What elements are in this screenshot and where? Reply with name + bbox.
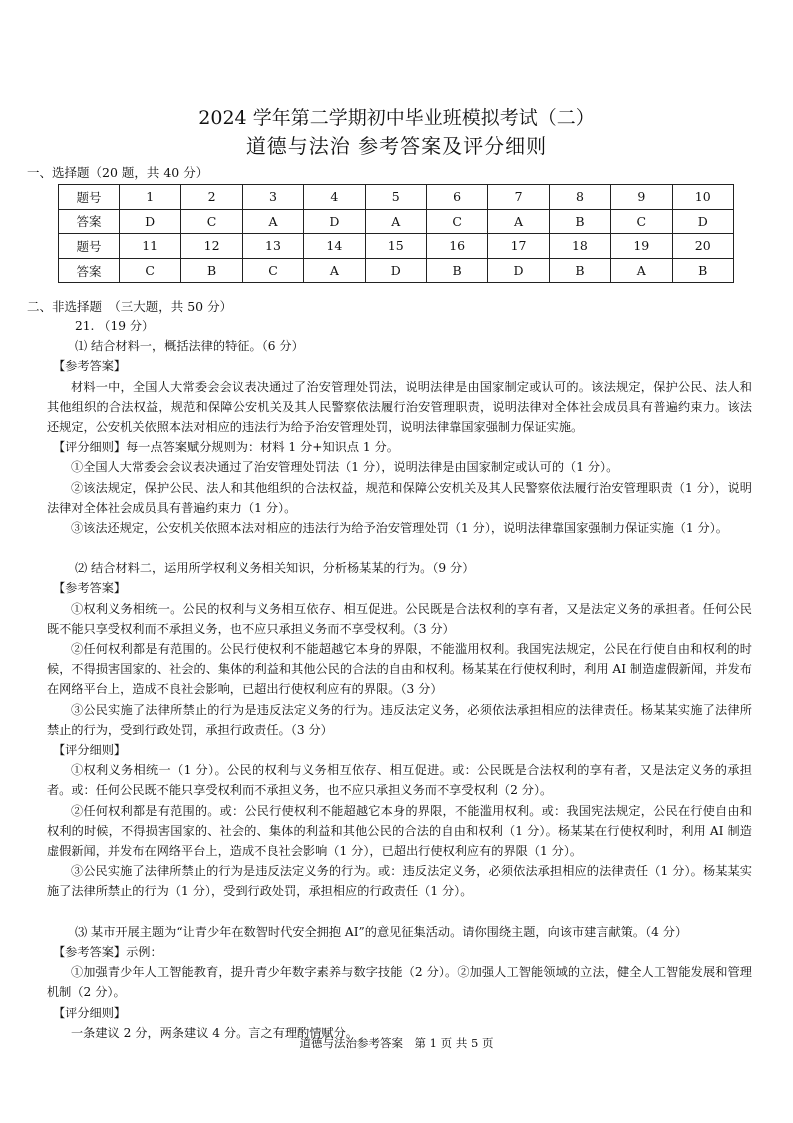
answer-table-cell: 20	[672, 234, 733, 259]
answer-table-cell: C	[242, 258, 303, 283]
answer-table-cell: 4	[304, 185, 365, 210]
answer-table-row-label: 题号	[59, 234, 120, 259]
reference-answer-text: ①加强青少年人工智能教育，提升青少年数字素养与数字技能（2 分）。②加强人工智能领域的立法，健全人工智能发展和管理机制（2 分）。	[47, 965, 752, 1000]
answer-table-cell: D	[304, 209, 365, 234]
answer-table-cell: D	[488, 258, 549, 283]
answer-table-cell: C	[426, 209, 487, 234]
answer-table-cell: A	[365, 209, 426, 234]
reference-answer-label: 【参考答案】示例：	[53, 944, 163, 959]
answer-table-cell: 15	[365, 234, 426, 259]
answer-table-cell: D	[365, 258, 426, 283]
reference-answer-label: 【参考答案】	[53, 581, 127, 596]
grading-rule-text: 一条建议 2 分，两条建议 4 分。言之有理酌情赋分。	[71, 1025, 358, 1040]
answer-table-cell: 16	[426, 234, 487, 259]
answer-table-row-label: 题号	[59, 185, 120, 210]
reference-answer-point: ①权利义务相统一。公民的权利与义务相互依存、相互促进。公民既是合法权利的享有者，又是法定义务的承担者。任何公民既不能只享受权利而不承担义务，也不应只承担义务而不享受权利。（3 分）	[47, 601, 752, 636]
answer-table-cell: B	[672, 258, 733, 283]
answer-table-cell: A	[304, 258, 365, 283]
page-footer: 道德与法治参考答案 第 1 页 共 5 页	[299, 1036, 494, 1050]
reference-answer-text: 材料一中，全国人大常委会会议表决通过了治安管理处罚法，说明法律是由国家制定或认可的。该法规定，保护公民、法人和其他组织的合法权益，规范和保障公安机关及其人民警察依法履行治安管理职责，说明法律对全体社会成员具有普遍约束力。该法还规定，公安机关依照本法对相应的违法行为给予治安管理处罚，说明法律靠国家强制力保证实施。	[47, 379, 752, 435]
answer-table-row	[59, 185, 734, 210]
answer-table	[58, 184, 734, 283]
answer-table-cell: B	[426, 258, 487, 283]
reference-answer-point: ③公民实施了法律所禁止的行为是违反法定义务的行为。违反法定义务，必须依法承担相应的法律责任。杨某某实施了法律所禁止的行为，受到行政处罚，承担行政责任。（3 分）	[47, 702, 752, 737]
answer-table-row	[59, 258, 734, 283]
answer-table-cell: C	[120, 258, 181, 283]
answer-table-cell: 2	[181, 185, 242, 210]
answer-table-cell: A	[488, 209, 549, 234]
q21-part1-question: ⑴ 结合材料一，概括法律的特征。（6 分）	[75, 339, 304, 354]
answer-table-cell: C	[181, 209, 242, 234]
grading-point: ③该法还规定，公安机关依照本法对相应的违法行为给予治安管理处罚（1 分），说明法律靠国家强制力保证实施（1 分）。	[71, 521, 728, 536]
answer-table-cell: 19	[611, 234, 672, 259]
answer-table-cell: 18	[549, 234, 610, 259]
answer-table-cell: A	[611, 258, 672, 283]
answer-table-cell: 8	[549, 185, 610, 210]
question-21-heading: 21. （19 分）	[75, 319, 155, 333]
answer-table-cell: 1	[120, 185, 181, 210]
answer-table-cell: 7	[488, 185, 549, 210]
answer-table-cell: 12	[181, 234, 242, 259]
answer-table-cell: 5	[365, 185, 426, 210]
answer-table-cell: 13	[242, 234, 303, 259]
reference-answer-label: 【参考答案】	[53, 359, 127, 374]
answer-table-cell: 14	[304, 234, 365, 259]
answer-table-cell: 11	[120, 234, 181, 259]
answer-table-cell: C	[611, 209, 672, 234]
answer-table-row	[59, 234, 734, 259]
grading-point: ①全国人大常委会会议表决通过了治安管理处罚法（1 分），说明法律是由国家制定或认可的（1 分）。	[71, 460, 619, 475]
answer-table-cell: 10	[672, 185, 733, 210]
answer-table-cell: B	[549, 258, 610, 283]
answer-table-cell: D	[672, 209, 733, 234]
answer-table-cell: 17	[488, 234, 549, 259]
answer-table-cell: B	[549, 209, 610, 234]
answer-table-cell: 6	[426, 185, 487, 210]
grading-rule-label: 【评分细则】每一点答案赋分规则为：材料 1 分+知识点 1 分。	[53, 440, 399, 455]
grading-rule-label: 【评分细则】	[53, 1005, 127, 1020]
answer-table-row-label: 答案	[59, 209, 120, 234]
answer-table-row-label: 答案	[59, 258, 120, 283]
answer-table-cell: B	[181, 258, 242, 283]
answer-table-cell: D	[120, 209, 181, 234]
section-2-heading: 二、非选择题 （三大题，共 50 分）	[27, 299, 233, 314]
answer-table-cell: A	[242, 209, 303, 234]
q21-part2-question: ⑵ 结合材料二，运用所学权利义务相关知识，分析杨某某的行为。（9 分）	[75, 561, 475, 576]
q21-part3-question: ⑶ 某市开展主题为“让青少年在数智时代安全拥抱 AI”的意见征集活动。请你围绕主题，向该市建言献策。（4 分）	[75, 924, 688, 939]
reference-answer-point: ②任何权利都是有范围的。公民行使权利不能超越它本身的界限，不能滥用权利。我国宪法规定，公民在行使自由和权利的时候，不得损害国家的、社会的、集体的利益和其他公民的合法的自由和权利。杨某某在行使权利时，利用 AI 制造虚假新闻，并发布在网络平台上，造成不良社会影响，已超出行使权利应有的界限。（3 分）	[47, 642, 752, 697]
answer-table-row	[59, 209, 734, 234]
page-subtitle: 道德与法治 参考答案及评分细则	[245, 134, 548, 158]
grading-point: ②任何权利都是有范围的。或：公民行使权利不能超越它本身的界限，不能滥用权利。或：我国宪法规定，公民在行使自由和权利的时候，不得损害国家的、社会的、集体的利益和其他公民的合法的自由和权利（1 分）。杨某某在行使权利时，利用 AI 制造虚假新闻，并发布在网络平台上，造成不良社会影响（1 分），已超出行使权利应有的界限（1 分）。	[47, 803, 752, 859]
page-title: 2024 学年第二学期初中毕业班模拟考试（二）	[198, 107, 595, 129]
section-1-heading: 一、选择题（20 题，共 40 分）	[27, 165, 209, 180]
grading-rule-label: 【评分细则】	[53, 743, 127, 758]
grading-point: ②该法规定，保护公民、法人和其他组织的合法权益，规范和保障公安机关及其人民警察依法履行治安管理职责（1 分），说明法律对全体社会成员具有普遍约束力（1 分）。	[47, 480, 752, 515]
answer-table-cell: 3	[242, 185, 303, 210]
grading-point: ③公民实施了法律所禁止的行为是违反法定义务的行为。或：违反法定义务，必须依法承担相应的法律责任（1 分）。杨某某实施了法律所禁止的行为（1 分），受到行政处罚，承担相应的行政责任（1 分）。	[47, 864, 752, 899]
answer-body	[47, 316, 752, 1043]
answer-table-cell: 9	[611, 185, 672, 210]
grading-point: ①权利义务相统一（1 分）。公民的权利与义务相互依存、相互促进。或：公民既是合法权利的享有者，又是法定义务的承担者。或：任何公民既不能只享受权利而不承担义务，也不应只承担义务而不享受权利（2 分）。	[47, 763, 752, 798]
